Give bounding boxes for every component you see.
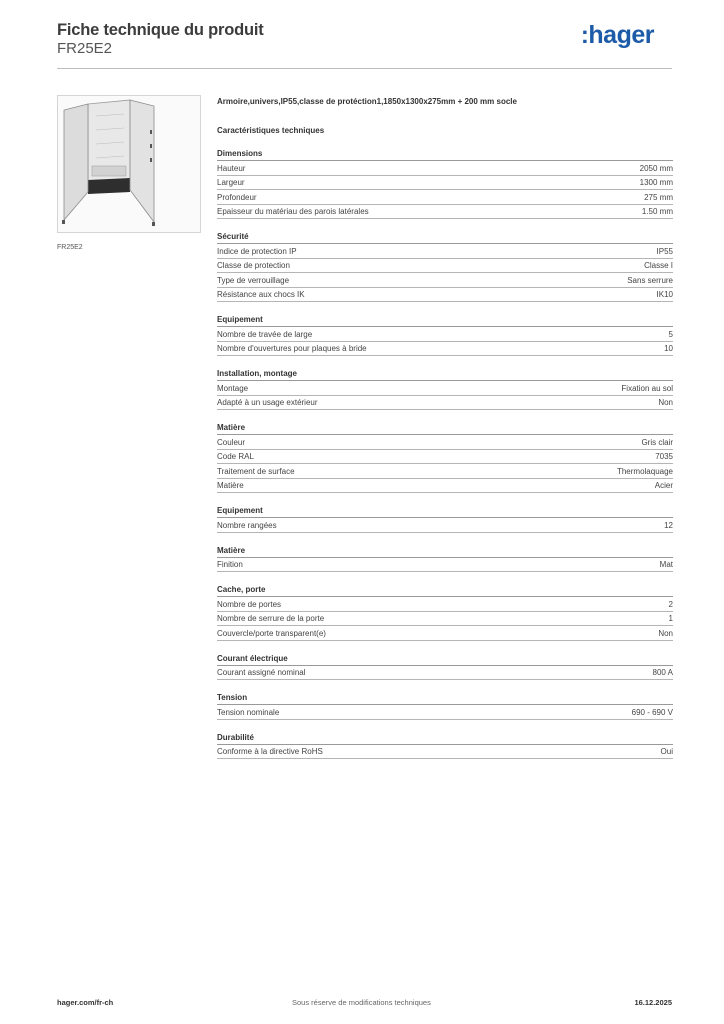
spec-section [217,148,673,219]
spec-row [217,745,673,760]
spec-row [217,288,673,303]
spec-label: Profondeur [217,192,257,202]
spec-section [217,732,673,760]
product-description: Armoire,univers,IP55,classe de protéction1,1850x1300x275mm + 200 mm socle [217,97,517,106]
spec-label: Résistance aux chocs IK [217,290,305,299]
spec-row [217,435,673,450]
header-divider [57,68,672,69]
spec-label: Montage [217,383,249,393]
spec-row [217,342,673,357]
spec-content [217,96,673,759]
section-title: Courant électrique [217,653,673,666]
spec-label: Tension nominale [217,707,280,717]
footer-notice: Sous réserve de modifications techniques [292,998,431,1007]
section-title: Matière [217,422,673,435]
spec-value: Non [658,398,673,407]
spec-value: Fixation au sol [621,383,673,393]
spec-value: 12 [664,520,673,530]
spec-row [217,176,673,191]
spec-label: Traitement de surface [217,466,295,476]
spec-section [217,545,673,573]
spec-row [217,612,673,627]
spec-row [217,327,673,342]
spec-section [217,422,673,493]
spec-value: Oui [660,747,673,756]
spec-section [217,314,673,356]
spec-label: Conforme à la directive RoHS [217,747,323,756]
spec-label: Nombre d'ouvertures pour plaques à bride [217,344,367,353]
section-title: Durabilité [217,732,673,745]
spec-value: 2050 mm [639,163,673,173]
spec-row [217,205,673,220]
spec-value: Sans serrure [627,275,673,285]
spec-row [217,597,673,612]
logo-colon: : [580,22,589,49]
spec-row [217,558,673,573]
spec-value: 1 [668,614,673,623]
spec-row [217,381,673,396]
section-title: Dimensions [217,148,673,161]
spec-value: 1300 mm [639,178,673,187]
spec-label: Nombre rangées [217,520,277,530]
spec-label: Hauteur [217,163,246,173]
section-title: Matière [217,545,673,558]
spec-label: Nombre de portes [217,599,282,609]
spec-row [217,244,673,259]
spec-label: Code RAL [217,452,254,461]
spec-section [217,692,673,720]
spec-section [217,368,673,410]
spec-row [217,518,673,533]
page-title: Fiche technique du produit [57,21,264,39]
spec-row [217,259,673,274]
spec-label: Largeur [217,178,245,187]
spec-value: Gris clair [641,437,673,447]
spec-value: Mat [659,560,673,569]
spec-value: 275 mm [644,192,673,202]
spec-label: Adapté à un usage extérieur [217,398,318,407]
spec-section [217,505,673,533]
spec-value: IP55 [656,246,673,256]
section-title: Sécurité [217,231,673,244]
spec-label: Couvercle/porte transparent(e) [217,628,326,638]
section-title: Installation, montage [217,368,673,381]
spec-row [217,479,673,494]
spec-value: Thermolaquage [616,466,673,476]
spec-label: Couleur [217,437,246,447]
hager-logo [581,22,654,49]
spec-section [217,653,673,681]
spec-row [217,450,673,465]
footer-website: hager.com/fr-ch [57,998,114,1007]
spec-value: 2 [668,599,673,609]
spec-row [217,273,673,288]
spec-value: 690 - 690 V [631,707,673,717]
spec-value: Non [658,628,673,638]
spec-label: Nombre de travée de large [217,329,313,339]
spec-label: Courant assigné nominal [217,668,306,677]
spec-label: Type de verrouillage [217,275,290,285]
section-title: Cache, porte [217,584,673,597]
spec-value: 1.50 mm [641,207,673,216]
section-title: Equipement [217,505,673,518]
logo-text: hager [588,21,654,49]
spec-label: Nombre de serrure de la porte [217,614,325,623]
spec-label: Epaisseur du matériau des parois latérales [217,207,369,216]
spec-value: 10 [664,344,673,353]
section-title: Equipement [217,314,673,327]
spec-value: 800 A [652,668,673,677]
spec-row [217,666,673,681]
spec-value: Classe I [644,261,673,270]
tech-specs-heading: Caractéristiques techniques [217,126,325,135]
spec-label: Classe de protection [217,261,290,270]
spec-value: 5 [668,329,673,339]
section-title: Tension [217,692,673,705]
spec-value: 7035 [655,452,673,461]
spec-row [217,190,673,205]
spec-section [217,584,673,641]
spec-label: Indice de protection IP [217,246,297,256]
spec-section [217,231,673,302]
product-reference: FR25E2 [57,40,113,57]
spec-row [217,161,673,176]
spec-sections [217,148,673,759]
cabinet-image [57,95,201,233]
page-header [57,20,672,70]
spec-value: Acier [654,481,673,490]
spec-row [217,626,673,641]
spec-row [217,705,673,720]
spec-value: IK10 [656,290,673,299]
spec-label: Matière [217,481,244,490]
spec-label: Finition [217,560,243,569]
spec-row [217,464,673,479]
spec-row [217,396,673,411]
footer-date: 16.12.2025 [634,998,672,1007]
image-caption: FR25E2 [57,244,83,251]
